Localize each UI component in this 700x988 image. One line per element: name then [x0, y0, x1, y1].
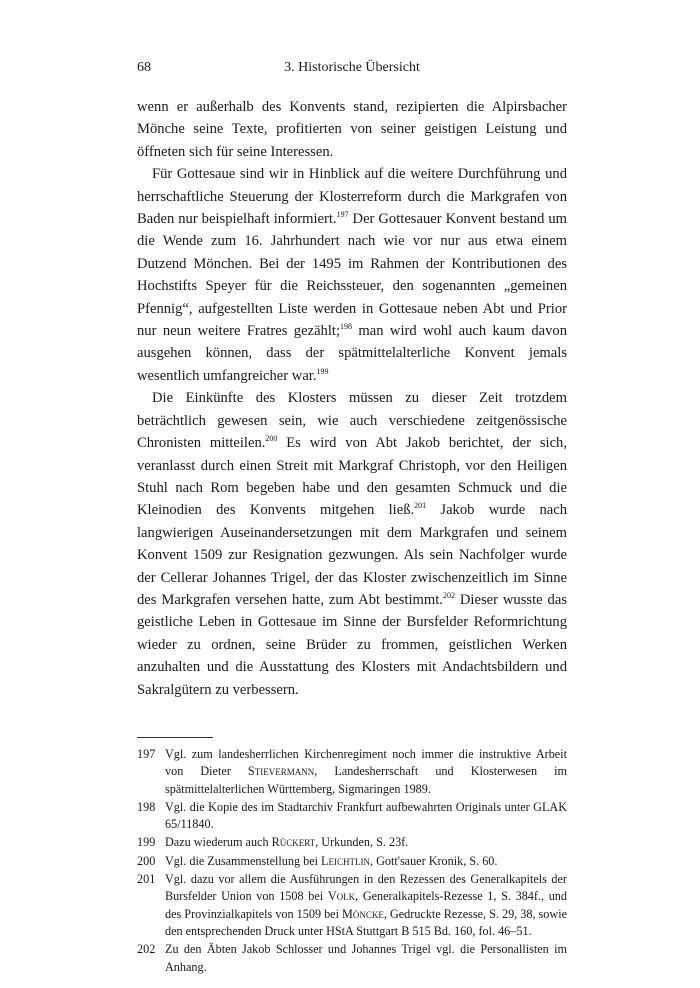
footnote-ref: 202 [442, 591, 455, 601]
text-segment: Vgl. zum landesherrlichen Kirchenregiment noch immer die instruktive Arbeit von Dieter [165, 746, 567, 779]
footnote [137, 799, 567, 834]
footnote-ref: 201 [414, 501, 427, 511]
footnote-number: 202 [137, 942, 156, 957]
text-segment: , Generalkapitels-Rezesse 1, S. 384f., und des Provinzialkapitels von 1509 bei [165, 889, 567, 921]
text-segment: Jakob wurde nach langwierigen Auseinandersetzungen mit dem Markgrafen und seinem Konvent 1509 zur Resignation gezwungen. Als sein Nachfolger wurde der Cellerar Johannes Trigel, der das Kloster zwischenzeitlich im Sinne des Markgrafen versehen hatte, zum Abt bestimmt. [137, 502, 568, 608]
footnote-number: 197 [137, 746, 156, 761]
footnote-ref: 197 [336, 210, 349, 220]
text-segment: , Landesherrschaft und Klosterwesen im spätmittelalterlichen Württemberg, Sigmaringen 1989. [165, 764, 568, 796]
author-name: Rückert [271, 835, 316, 850]
footnote-ref: 199 [316, 367, 329, 377]
text-segment: Der Gottesauer Konvent bestand um die Wende zum 16. Jahrhundert nach wie vor nur aus etwa einem Dutzend Mönchen. Bei der 1495 im Rahmen der Kontributionen des Hochstifts Speyer für die Reichssteuer, den sogenannten „gemeinen Pfennig“, aufgestellten Liste werden in Gottesaue neben Abt und Prior nur neun weitere Fratres gezählt; [137, 211, 568, 340]
text-segment: Vgl. die Kopie des im Stadtarchiv Frankfurt aufbewahrten Originals unter GLAK 65/11840. [165, 799, 567, 832]
footnote [137, 746, 567, 798]
running-head: 3. Historische Übersicht [284, 60, 420, 75]
text-segment: Vgl. die Zusammenstellung bei [165, 853, 322, 868]
author-name: Volk [327, 889, 356, 904]
footnote-number: 198 [137, 799, 156, 814]
text-segment: , Urkunden, S. 23f. [315, 835, 409, 850]
text-segment: man wird wohl auch kaum davon ausgehen können, dass der spätmittelalterliche Konvent jemals wesentlich umfangreicher war. [137, 323, 568, 384]
page-number: 68 [137, 60, 151, 75]
footnote-number: 200 [137, 853, 156, 868]
footnote-number: 201 [137, 872, 156, 887]
text-segment: Für Gottesaue sind wir in Hinblick auf die weitere Durchführung und herrschaftliche Steuerung der Klosterreform durch die Markgrafen von Baden nur beispielhaft informiert. [137, 166, 567, 228]
text-segment: Vgl. dazu vor allem die Ausführungen in den Rezessen des Generalkapitels der Bursfelder Union von 1508 bei [165, 872, 567, 904]
author-name: Leichtlin [321, 853, 370, 868]
footnote-rule [137, 737, 213, 738]
author-name: Möncke [342, 906, 384, 921]
footnote [137, 853, 567, 870]
author-name: Stievermann [247, 764, 315, 779]
text-segment: , Gott'sauer Kronik, S. 60. [369, 853, 498, 868]
paragraph [137, 387, 567, 701]
text-segment: Dieser wusste das geistliche Leben in Gottesaue im Sinne der Bursfelder Reformrichtung wieder zu ordnen, seine Brüder zu frommen, geistlichen Werken anzuhalten und die Ausstattung des Klosters mit Andachtsbildern und Sakralgütern zu verbessern. [137, 591, 567, 698]
text-segment: , Gedruckte Rezesse, S. 29, 38, sowie den entsprechenden Druck unter HStA Stuttgart B 515 Bd. 160, fol. 46–51. [165, 906, 567, 938]
body-text [137, 96, 567, 701]
footnote [137, 834, 567, 851]
paragraph [137, 163, 567, 387]
book-page [137, 60, 567, 977]
footnote-ref: 200 [265, 434, 278, 444]
text-segment: Die Einkünfte des Klosters müssen zu dieser Zeit trotzdem beträchtlich gewesen sein, wie auch verschiedene zeitgenössische Chronisten mitteilen. [137, 390, 567, 452]
footnote [137, 871, 567, 940]
paragraph [137, 96, 567, 163]
footnote [137, 941, 567, 976]
text-segment: Dazu wiederum auch [165, 835, 272, 850]
footnote-number: 199 [137, 835, 156, 850]
text-segment: Es wird von Abt Jakob berichtet, der sich, veranlasst durch einen Streit mit Markgraf Christoph, vor den Heiligen Stuhl nach Rom begeben habe und den gesamten Schmuck und die Kleinodien des Konvents mitgehen ließ. [137, 435, 567, 519]
footnote-ref: 198 [340, 322, 353, 332]
text-segment: Zu den Äbten Jakob Schlosser und Johannes Trigel vgl. die Personallisten im Anhang. [165, 942, 567, 974]
text-segment: wenn er außerhalb des Konvents stand, rezipierten die Alpirsbacher Mönche seine Texte, profitierten von seiner geistigen Leistung und öffneten sich für seine Interessen. [137, 99, 567, 160]
page-header [137, 60, 567, 82]
footnotes [137, 746, 567, 976]
